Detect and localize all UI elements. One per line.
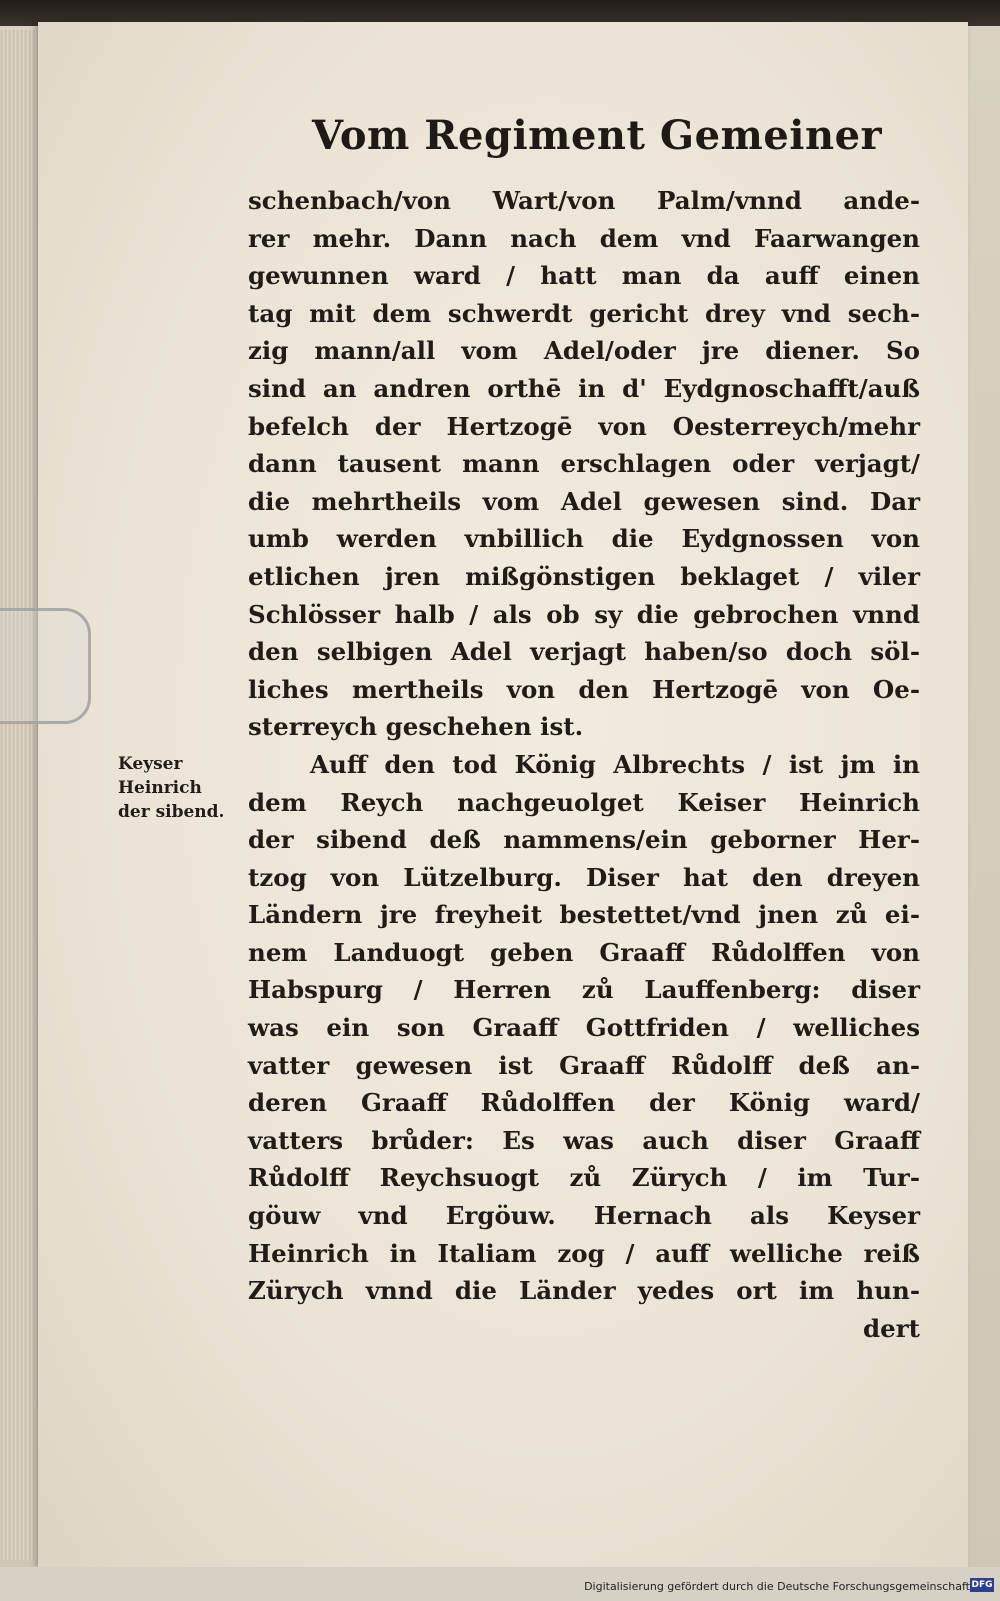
text-line: Růdolff Reychsuogt zů Zürych / im Tur- [248, 1163, 920, 1193]
text-line: zig mann/all vom Adel/oder jre diener. So [248, 336, 920, 366]
text-line: sind an andren orthē in d' Eydgnoschafft/auß [248, 373, 920, 403]
text-line: den selbigen Adel verjagt haben/so doch söl- [248, 637, 920, 667]
text-line: deren Graaff Růdolffen der König ward/ [248, 1088, 920, 1118]
text-line: liches mertheils von den Hertzogē von Oe- [248, 674, 920, 704]
text-line: göuw vnd Ergöuw. Hernach als Keyser [248, 1201, 920, 1231]
page-edges [0, 30, 42, 1560]
text-line: befelch der Hertzogē von Oesterreych/mehr [248, 411, 920, 441]
text-line: dem Reych nachgeuolget Keiser Heinrich [248, 787, 920, 817]
text-line: tzog von Lützelburg. Diser hat den dreyen [248, 862, 920, 892]
text-line: umb werden vnbillich die Eydgnossen von [248, 524, 920, 554]
margin-note-line: Keyser [118, 754, 183, 774]
text-line: Auff den tod König Albrechts / ist jm in [310, 749, 920, 779]
text-line: tag mit dem schwerdt gericht drey vnd sech- [248, 298, 920, 328]
text-line: was ein son Graaff Gottfriden / welliches [248, 1013, 920, 1043]
text-line: Zürych vnnd die Länder yedes ort im hun- [248, 1276, 920, 1306]
margin-note-line: Heinrich [118, 778, 202, 798]
text-line: die mehrtheils vom Adel gewesen sind. Dar [248, 486, 920, 516]
body-text [248, 182, 920, 1347]
dfg-logo: DFG [971, 1580, 993, 1590]
text-line: gewunnen ward / hatt man da auff einen [248, 261, 920, 291]
text-line: etlichen jren mißgönstigen beklaget / viler [248, 561, 920, 591]
text-line: dann tausent mann erschlagen oder verjagt/ [248, 449, 920, 479]
footer-credit: Digitalisierung gefördert durch die Deutsche Forschungsgemeinschaft [584, 1580, 970, 1593]
text-line: nem Landuogt geben Graaff Růdolffen von [248, 937, 920, 967]
margin-note [118, 752, 238, 824]
text-line: Schlösser halb / als ob sy die gebrochen vnnd [248, 599, 920, 629]
text-line: der sibend deß nammens/ein geborner Her- [248, 825, 920, 855]
text-line: schenbach/von Wart/von Palm/vnnd ande- [248, 186, 920, 215]
text-line: vatters brůder: Es was auch diser Graaff [248, 1125, 920, 1155]
text-line: Habspurg / Herren zů Lauffenberg: diser [248, 975, 920, 1005]
text-line: Heinrich in Italiam zog / auff welliche reiß [248, 1238, 920, 1268]
running-head: Vom Regiment Gemeiner [312, 112, 883, 159]
catchword: dert [863, 1313, 920, 1343]
page-clip [0, 608, 91, 724]
text-line: sterreych geschehen ist. [248, 712, 584, 742]
text-line: rer mehr. Dann nach dem vnd Faarwangen [248, 223, 920, 253]
text-line: vatter gewesen ist Graaff Růdolff deß an- [248, 1050, 920, 1080]
margin-note-line: der sibend. [118, 802, 225, 822]
text-line: Ländern jre freyheit bestettet/vnd jnen zů ei- [248, 900, 920, 930]
